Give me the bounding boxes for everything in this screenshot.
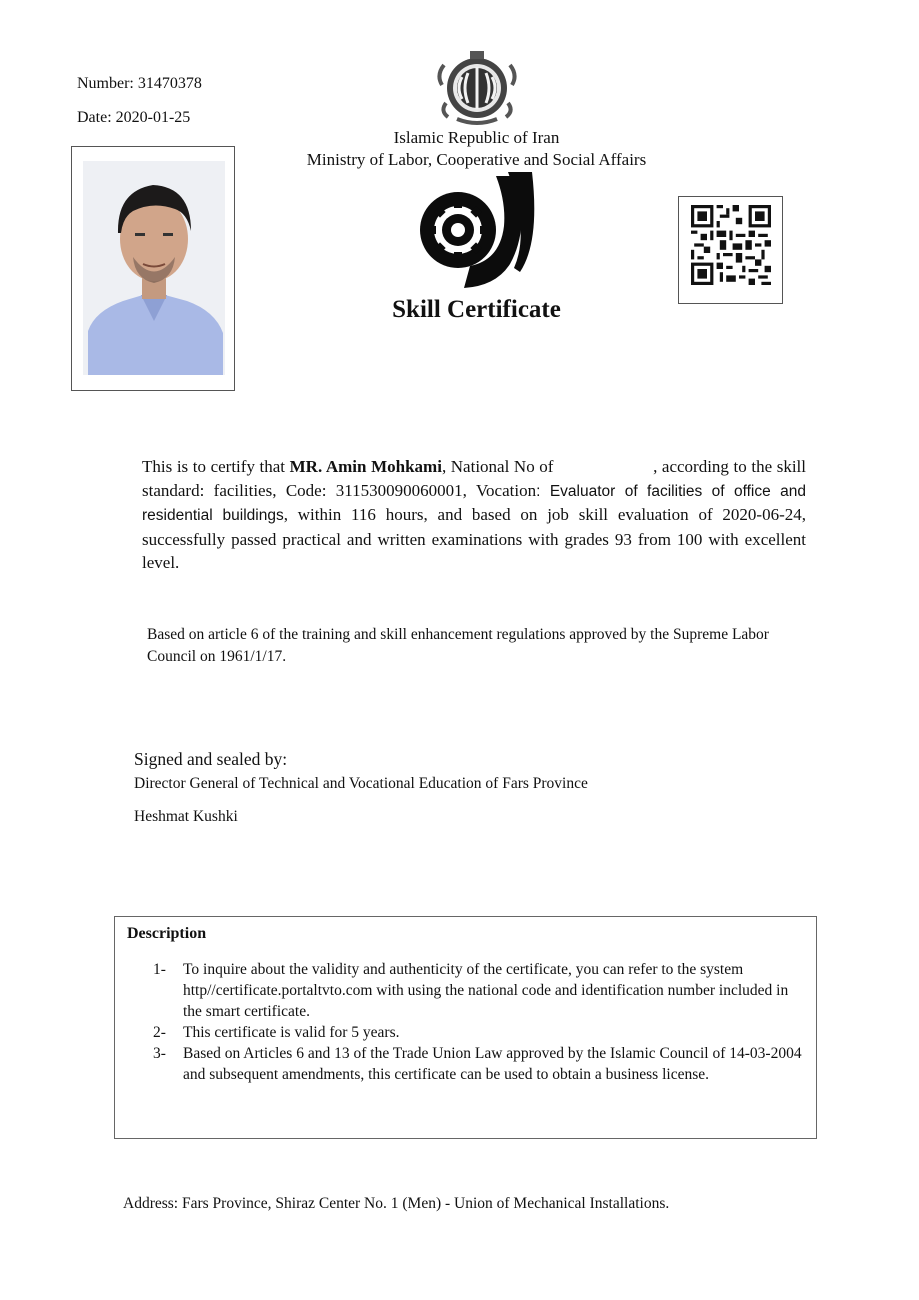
document-title: Skill Certificate [392, 296, 561, 323]
list-item-text: Based on Articles 6 and 13 of the Trade Union Law approved by the Islamic Council of 14-03-2004 and subsequent amendments, this certificate can be used to obtain a business license. [183, 1045, 802, 1083]
recipient-name: MR. Amin Mohkami [289, 457, 442, 476]
address-line: Address: Fars Province, Shiraz Center No. 1 (Men) - Union of Mechanical Installations. [123, 1195, 670, 1212]
list-item-text: This certificate is valid for 5 years. [183, 1024, 400, 1041]
portrait-photo [71, 146, 235, 391]
certificate-number: Number: 31470378 [77, 75, 202, 92]
certify-text-1: This is to certify that [142, 457, 290, 476]
signer-title: Director General of Technical and Vocational Education of Fars Province [134, 775, 588, 792]
header-country: Islamic Republic of Iran [393, 128, 560, 147]
tvto-logo-icon [410, 172, 540, 297]
list-item-number: 2- [153, 1024, 166, 1041]
qr-code-frame [678, 196, 783, 304]
list-item-text: To inquire about the validity and authenticity of the certificate, you can refer to the system http//certificate.portaltvto.com with using the national code and identification number included in the smart certificate. [183, 961, 789, 1020]
certificate-date: Date: 2020-01-25 [77, 109, 191, 126]
certify-text-4: , within 116 hours, and based on job skill evaluation of 2020-06-24, successfully passed practical and written examinations with grades 93 from 100 with excellent level. [142, 505, 806, 572]
certify-text-2: , National No of [441, 457, 559, 476]
list-item-number: 1- [153, 961, 166, 978]
qr-code-icon [691, 205, 771, 285]
portrait-image [83, 161, 225, 375]
article-paragraph: Based on article 6 of the training and skill enhancement regulations approved by the Supreme Labor Council on 1961/1/17. [147, 626, 769, 665]
description-box [114, 916, 817, 1139]
list-item-number: 3- [153, 1045, 166, 1062]
vocation-text: : Evaluator of facilities of office and residential buildings [142, 482, 806, 524]
list-item [153, 1022, 808, 1043]
signed-label: Signed and sealed by: [134, 749, 288, 769]
list-item [153, 959, 808, 1022]
certification-paragraph [142, 455, 806, 575]
description-title: Description [127, 925, 207, 942]
list-item [153, 1043, 808, 1085]
iran-emblem-icon [432, 45, 522, 132]
description-list [153, 959, 808, 1085]
certify-text-3: , according to the skill standard: facilities, Code: 311530090060001, Vocation [142, 457, 807, 500]
signer-name: Heshmat Kushki [134, 808, 238, 825]
header-ministry: Ministry of Labor, Cooperative and Social Affairs [306, 150, 647, 169]
